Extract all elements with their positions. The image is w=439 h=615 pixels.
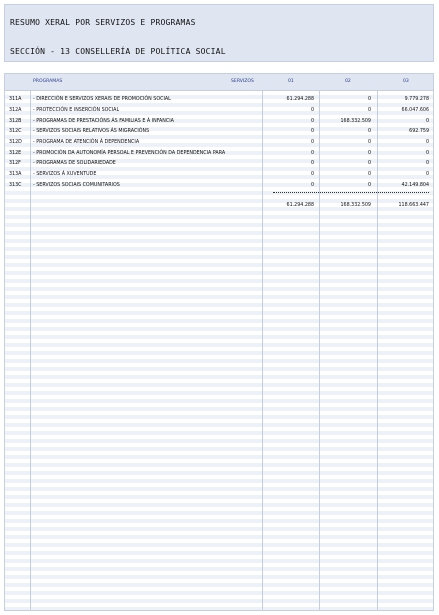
program-description: - PROTECCIÓN E INSERCIÓN SOCIAL [33, 108, 120, 113]
total-02: 168.332.509 [340, 203, 371, 208]
table-row [5, 95, 433, 104]
program-code: 312A [9, 108, 22, 113]
header-col-03: 03 [403, 79, 409, 84]
value-02: 0 [367, 140, 371, 145]
totals-row [5, 201, 433, 210]
summary-table [4, 73, 434, 611]
header-col-01: 01 [288, 79, 294, 84]
program-code: 312D [9, 140, 22, 145]
program-description: - PROGRAMAS DE SOLIDARIEDADE [33, 161, 116, 166]
value-03: 9.779.278 [404, 97, 429, 102]
value-03: 692.759 [409, 129, 429, 134]
program-description: - SERVIZOS SOCIAIS RELATIVOS ÁS MIGRACIÓNS [33, 129, 150, 134]
program-code: 313C [9, 183, 22, 188]
value-02: 0 [367, 172, 371, 177]
table-row [5, 149, 433, 158]
report-title: RESUMO XERAL POR SERVIZOS E PROGRAMAS [10, 18, 196, 27]
value-01: 0 [310, 140, 314, 145]
value-02: 0 [367, 183, 371, 188]
program-description: - PROMOCIÓN DA AUTONOMÍA PERSOAL E PREVENCIÓN DA DEPENDENCIA PARA [33, 151, 226, 156]
program-code: 313A [9, 172, 22, 177]
header-programas: PROGRAMAS [33, 79, 63, 84]
program-code: 311A [9, 97, 22, 102]
report-header [4, 4, 434, 62]
value-03: 0 [425, 161, 429, 166]
value-03: 0 [425, 119, 429, 124]
table-row [5, 138, 433, 147]
value-01: 0 [310, 119, 314, 124]
value-02: 0 [367, 97, 371, 102]
value-03: 66.047.606 [401, 108, 429, 113]
table-row [5, 127, 433, 136]
program-code: 312B [9, 119, 22, 124]
table-row [5, 117, 433, 126]
value-02: 0 [367, 129, 371, 134]
value-01: 61.294.288 [286, 97, 314, 102]
value-01: 0 [310, 108, 314, 113]
value-02: 0 [367, 108, 371, 113]
program-description: - SERVIZOS SOCIAIS COMUNITARIOS [33, 183, 120, 188]
program-description: - PROGRAMA DE ATENCIÓN Á DEPENDENCIA [33, 140, 140, 145]
program-code: 312C [9, 129, 22, 134]
program-description: - PROGRAMAS DE PRESTACIÓNS ÁS FAMILIAS E Á INFANCIA [33, 119, 174, 124]
value-01: 0 [310, 183, 314, 188]
table-row [5, 159, 433, 168]
value-01: 0 [310, 151, 314, 156]
program-code: 312F [9, 161, 21, 166]
table-row [5, 106, 433, 115]
program-description: - SERVIZOS Á XUVENTUDE [33, 172, 97, 177]
value-02: 0 [367, 161, 371, 166]
table-row [5, 170, 433, 179]
header-col-02: 02 [345, 79, 351, 84]
value-03: 0 [425, 140, 429, 145]
program-description: - DIRECCIÓN E SERVIZOS XERAIS DE PROMOCIÓN SOCIAL [33, 97, 171, 102]
value-03: 0 [425, 151, 429, 156]
table-row [5, 181, 433, 190]
totals-separator [273, 192, 429, 193]
value-02: 168.332.509 [340, 119, 371, 124]
table-header [5, 74, 433, 91]
section-title: SECCIÓN - 13 CONSELLERÍA DE POLÍTICA SOCIAL [10, 47, 226, 56]
program-code: 312E [9, 151, 22, 156]
header-servizos: SERVIZOS [231, 79, 254, 84]
value-03: 0 [425, 172, 429, 177]
value-02: 0 [367, 151, 371, 156]
value-01: 0 [310, 129, 314, 134]
value-01: 0 [310, 172, 314, 177]
total-03: 118.663.447 [398, 203, 429, 208]
value-03: 42.149.804 [401, 183, 429, 188]
total-01: 61.294.288 [286, 203, 314, 208]
value-01: 0 [310, 161, 314, 166]
